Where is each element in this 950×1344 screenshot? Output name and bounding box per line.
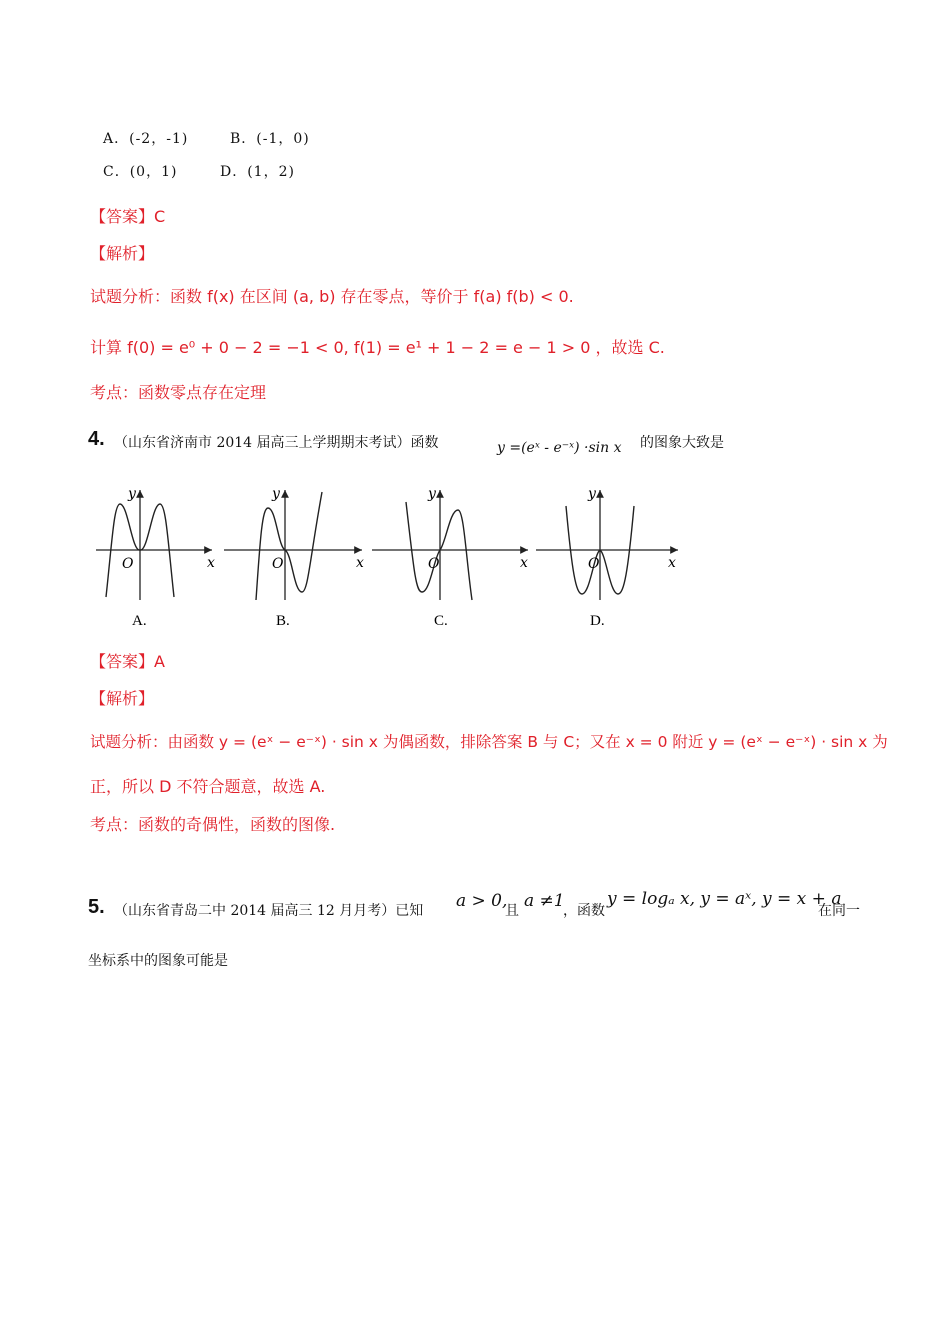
q5-hanshu: ，函数 [563,903,605,919]
q4-kaodian: 考点：函数的奇偶性，函数的图像. [90,815,336,834]
q4-source: （山东省济南市 2014 届高三上学期期末考试）函数 [114,435,439,451]
graph-c-y-label: y [428,486,436,502]
q5-qie: 且 [505,903,519,919]
graph-d-caption: D. [590,613,605,629]
q4-analysis-title: 【解析】 [90,689,155,708]
graph-b-x-label: x [356,555,364,571]
q4-analysis-line1: 试题分析：由函数 y = (eˣ − e⁻ˣ) · sin x 为偶函数，排除答案 B 与 C；又在 x = 0 附近 y = (eˣ − e⁻ˣ) · sin x 为 [90,733,888,751]
option-b: B．(-1，0) [230,131,310,147]
q3-analysis-line1: 试题分析：函数 f(x) 在区间 (a, b) 存在零点，等价于 f(a) f(b) < 0. [90,287,574,306]
q4-analysis-line2: 正，所以 D 不符合题意，故选 A. [90,777,326,796]
graph-b-caption: B. [276,613,290,629]
graph-c-origin: O [428,556,440,572]
q4-suffix: 的图象大致是 [640,435,724,451]
option-d: D．(1，2) [220,164,295,180]
q5-number: 5. [88,896,105,918]
q3-kaodian: 考点：函数零点存在定理 [90,383,267,402]
graph-a [96,486,215,629]
q4-number: 4. [88,428,105,450]
graph-c [372,486,528,629]
q4-graphs [88,482,688,632]
graph-d [536,486,678,629]
graph-c-caption: C. [434,613,448,629]
q5-cond1: a > 0, [456,891,508,911]
graph-a-origin: O [122,556,134,572]
q5-funcs: y = logₐ x, y = aˣ, y = x + a [607,889,842,909]
graph-d-x-label: x [668,555,676,571]
graph-b [224,486,364,629]
graph-c-x-label: x [520,555,528,571]
graph-a-x-label: x [207,555,215,571]
q5-line2: 坐标系中的图象可能是 [88,953,228,969]
graph-b-origin: O [272,556,284,572]
q5-cond2: a ≠1 [524,891,565,911]
graph-a-caption: A. [132,613,147,629]
option-c: C．(0，1) [103,164,178,180]
graph-a-y-label: y [128,486,136,502]
graph-b-y-label: y [272,486,280,502]
option-a: A．(-2，-1) [103,131,189,147]
q5-tail: 在同一 [818,903,860,919]
q3-analysis-title: 【解析】 [90,244,155,263]
graph-d-origin: O [588,556,600,572]
graph-d-y-label: y [588,486,596,502]
q3-answer: 【答案】C [90,207,166,226]
q4-answer: 【答案】A [90,652,165,671]
q5-source: （山东省青岛二中 2014 届高三 12 月月考）已知 [114,903,424,919]
q3-analysis-line2: 计算 f(0) = e⁰ + 0 − 2 = −1 < 0, f(1) = e¹ + 1 − 2 = e − 1 > 0 ，故选 C. [90,338,665,357]
q4-formula: y =(eˣ - e⁻ˣ) ·sin x [497,440,622,456]
